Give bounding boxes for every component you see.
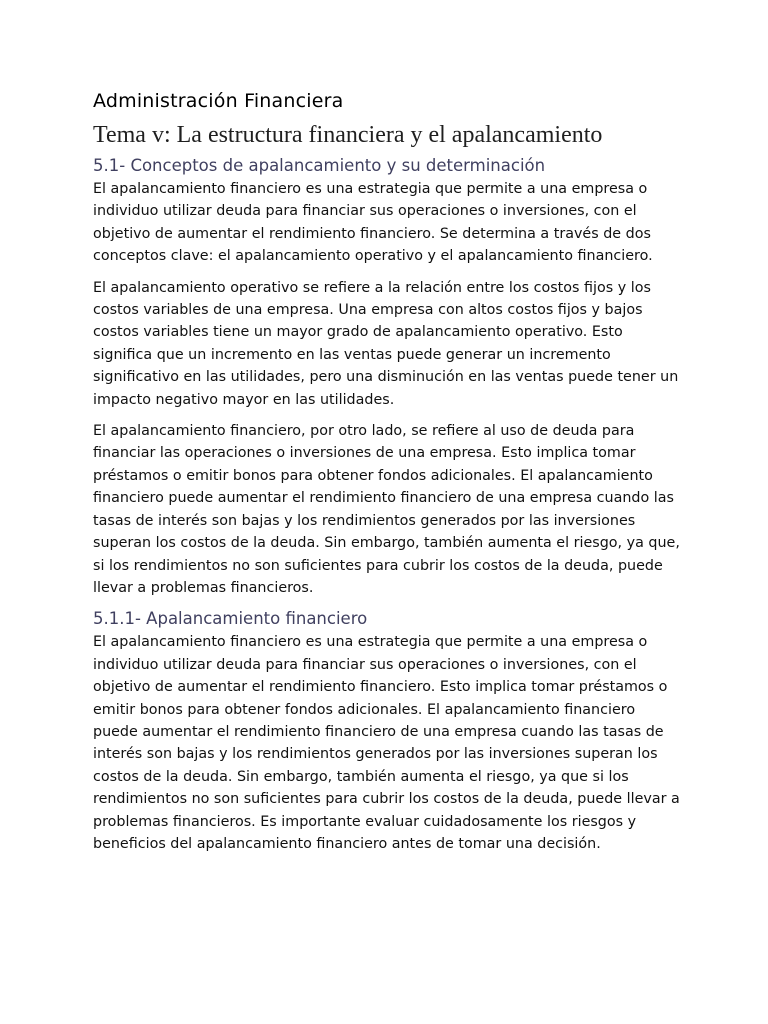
section-paragraph-3: El apalancamiento financiero, por otro lado, se refiere al uso de deuda para financiar las operaciones o inversiones de una empresa. Esto implica tomar préstamos o emitir bonos para obtener fondos adicionales. El apalancamiento financiero puede aumentar el rendimiento financiero de una empresa cuando las tasas de interés son bajas y los rendimientos generados por las inversiones superan los costos de la deuda. Sin embargo, también aumenta el riesgo, ya que, si los rendimientos no son suficientes para cubrir los costos de la deuda, puede llevar a problemas financieros.	[93, 423, 680, 596]
document-title: Tema v: La estructura financiera y el apalancamiento	[93, 122, 603, 148]
subsection-heading: 5.1.1- Apalancamiento financiero	[93, 609, 368, 629]
document-page	[93, 88, 681, 864]
subsection-5-1-1	[93, 608, 681, 855]
subsection-paragraph-1: El apalancamiento financiero es una estrategia que permite a una empresa o individuo utilizar deuda para financiar sus operaciones o inversiones, con el objetivo de aumentar el rendimiento financiero. Esto implica tomar préstamos o emitir bonos para obtener fondos adicionales. El apalancamiento financiero puede aumentar el rendimiento financiero de una empresa cuando las tasas de interés son bajas y los rendimientos generados por las inversiones superan los costos de la deuda. Sin embargo, también aumenta el riesgo, ya que si los rendimientos no son suficientes para cubrir los costos de la deuda, puede llevar a problemas financieros. Es importante evaluar cuidadosamente los riesgos y beneficios del apalancamiento financiero antes de tomar una decisión.	[93, 634, 680, 852]
section-heading: 5.1- Conceptos de apalancamiento y su determinación	[93, 156, 546, 175]
section-paragraph-2: El apalancamiento operativo se refiere a la relación entre los costos fijos y los costos variables de una empresa. Una empresa con altos costos fijos y bajos costos variables tiene un mayor grado de apalancamiento operativo. Esto significa que un incremento en las ventas puede generar un incremento significativo en las utilidades, pero una disminución en las ventas puede tener un impacto negativo mayor en las utilidades.	[93, 279, 679, 408]
section-5-1	[93, 155, 681, 599]
document-header: Administración Financiera	[93, 90, 344, 112]
section-paragraph-1: El apalancamiento financiero es una estrategia que permite a una empresa o individuo utilizar deuda para financiar sus operaciones o inversiones, con el objetivo de aumentar el rendimiento financiero. Se determina a través de dos conceptos clave: el apalancamiento operativo y el apalancamiento financiero.	[93, 181, 653, 265]
